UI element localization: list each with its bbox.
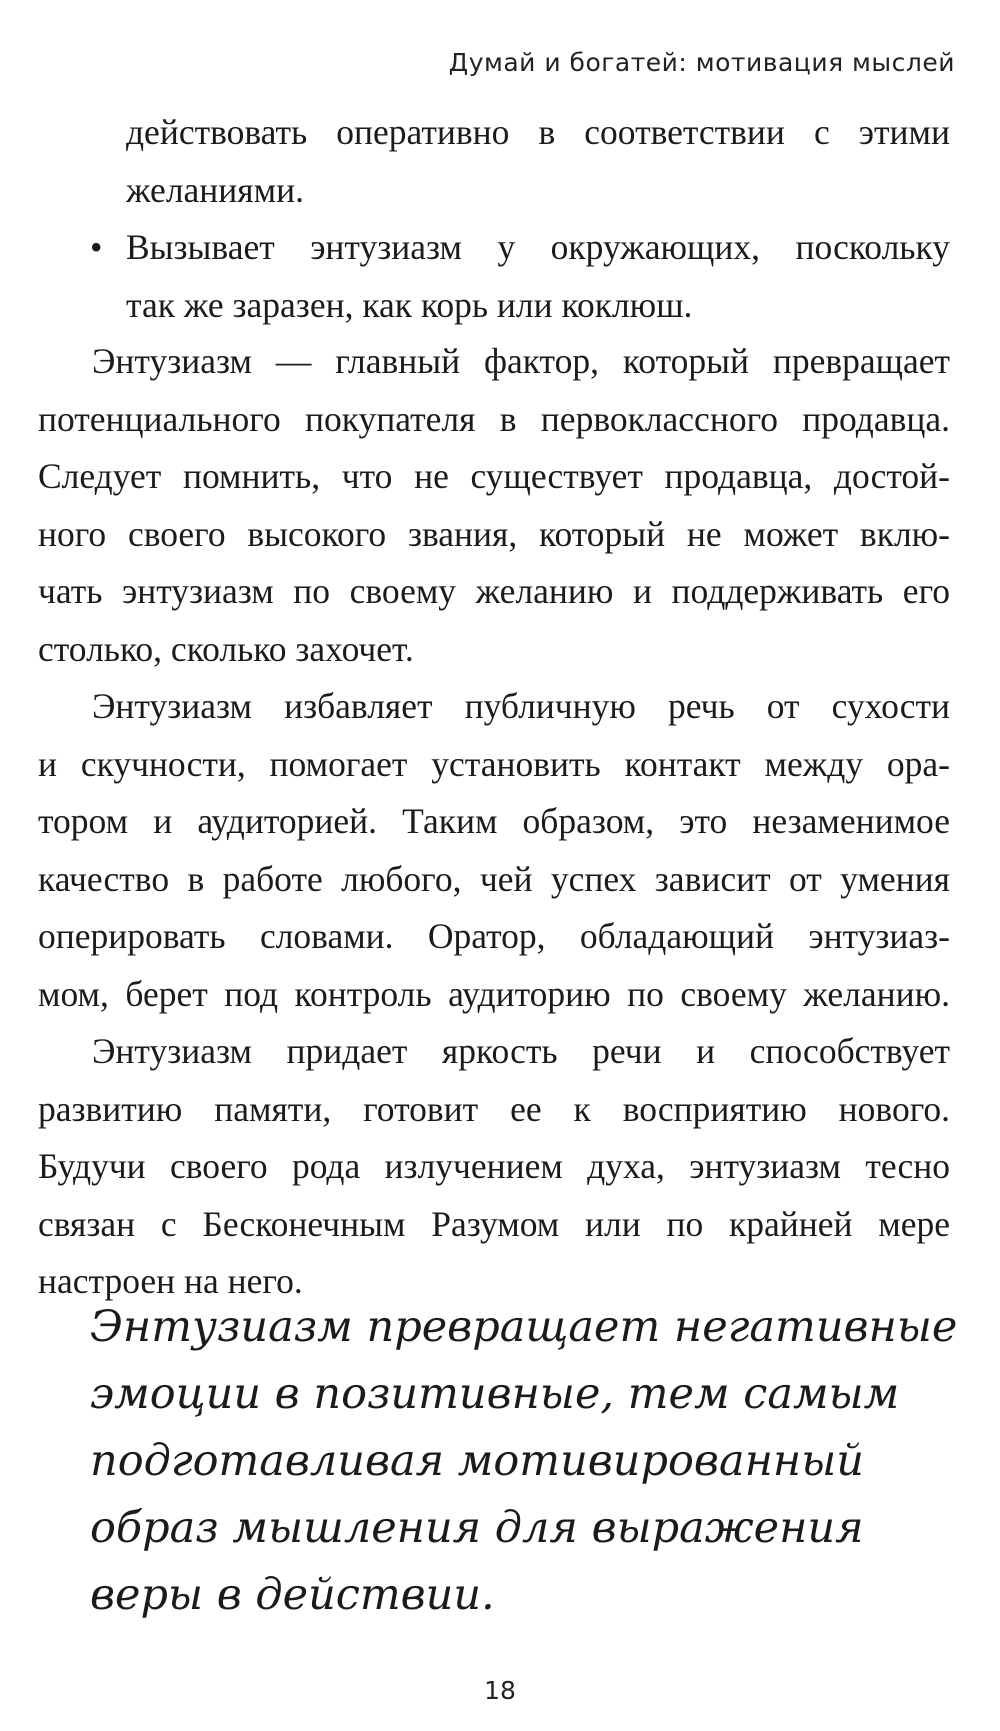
list-continuation-line: желаниями. xyxy=(126,169,304,210)
paragraph-line: Следует помнить, что не существует продавца, достой- xyxy=(38,456,950,496)
paragraph-line: качество в работе любого, чей успех зависит от умения xyxy=(38,858,950,899)
paragraph xyxy=(38,333,950,678)
paragraph-line: ного своего высокого звания, который не может вклю- xyxy=(38,513,950,554)
list-item-line: так же заразен, как корь или коклюш. xyxy=(126,284,693,325)
body-paragraphs xyxy=(38,333,950,1311)
page-number: 18 xyxy=(484,1676,516,1705)
pull-quote-line: эмоции в позитивные, тем самым xyxy=(90,1369,900,1419)
paragraph-line: настроен на него. xyxy=(38,1261,303,1301)
paragraph-line: и скучности, помогает установить контакт между ора- xyxy=(38,743,950,784)
paragraph-line: мом, берет под контроль аудиторию по своему желанию. xyxy=(38,973,950,1014)
paragraph-line: Энтузиазм избавляет публичную речь от сухости xyxy=(92,686,950,726)
paragraph-line: Будучи своего рода излучением духа, энтузиазм тесно xyxy=(38,1146,950,1186)
paragraph-line: Энтузиазм придает яркость речи и способствует xyxy=(92,1031,950,1071)
list-continuation-line: действовать оперативно в соответствии с этими xyxy=(126,112,950,152)
bullet-marker: • xyxy=(90,227,103,267)
pull-quote-line: образ мышления для выражения xyxy=(90,1503,864,1553)
paragraph-line: тором и аудиторией. Таким образом, это незаменимое xyxy=(38,801,950,841)
paragraph-line: оперировать словами. Оратор, обладающий энтузиаз- xyxy=(38,916,950,956)
paragraph-line: связан с Бесконечным Разумом или по крайней мере xyxy=(38,1203,950,1244)
running-head: Думай и богатей: мотивация мыслей xyxy=(448,48,955,77)
pull-quote xyxy=(90,1294,960,1629)
list-block xyxy=(38,104,950,334)
paragraph-line: потенциального покупателя в первоклассного продавца. xyxy=(38,398,950,439)
pull-quote-line: подготавливая мотивированный xyxy=(90,1436,864,1486)
paragraph xyxy=(38,678,950,1023)
paragraph xyxy=(38,1023,950,1311)
paragraph-line: Энтузиазм — главный фактор, который превращает xyxy=(92,341,950,381)
pull-quote-line: Энтузиазм превращает негативные xyxy=(90,1302,958,1352)
pull-quote-line: веры в действии. xyxy=(90,1570,495,1620)
list-item xyxy=(38,219,950,277)
paragraph-line: чать энтузиазм по своему желанию и поддерживать его xyxy=(38,571,950,611)
paragraph-line: развитию памяти, готовит ее к восприятию нового. xyxy=(38,1088,950,1129)
paragraph-line: столько, сколько захочет. xyxy=(38,628,414,669)
list-item-line: Вызывает энтузиазм у окружающих, поскольку xyxy=(126,227,950,267)
